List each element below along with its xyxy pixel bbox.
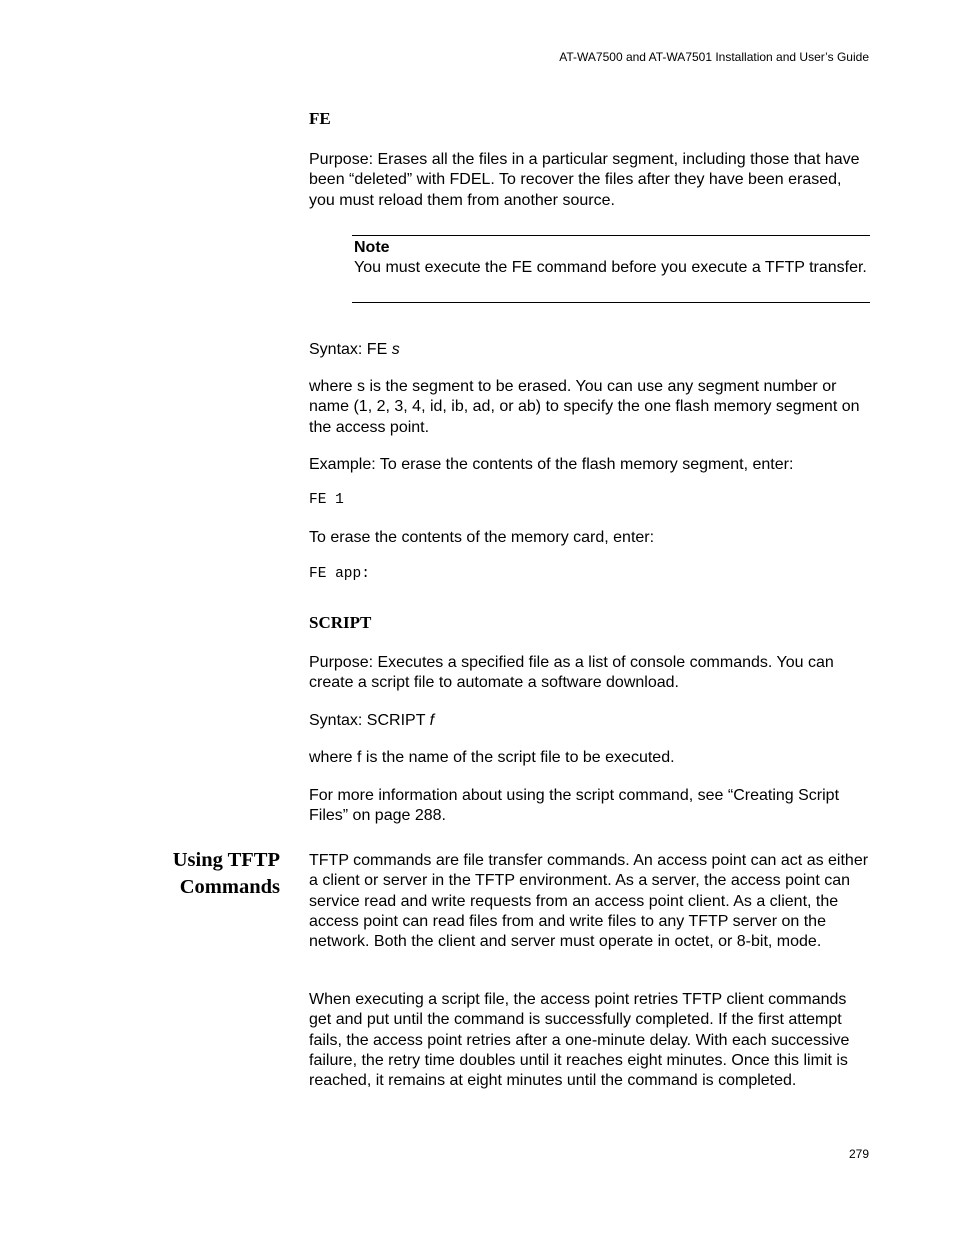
script-syntax-prefix: Syntax: SCRIPT xyxy=(309,712,430,729)
tftp-heading-line2: Commands xyxy=(179,876,280,898)
tftp-heading-line1: Using TFTP xyxy=(172,849,280,871)
script-syntax xyxy=(309,711,869,731)
fe-purpose: Purpose: Erases all the files in a particular segment, including those that have been “deleted” with FDEL. To recover the files after they have been erased, you must reload them from another source. xyxy=(309,151,860,209)
fe-syntax-arg: s xyxy=(391,341,400,358)
note-title: Note xyxy=(354,239,390,256)
fe-where: where s is the segment to be erased. You can use any segment number or name (1, 2, 3, 4, id, ib, ad, or ab) to specify the one flash memory segment on the access point. xyxy=(309,378,860,436)
note-text: You must execute the FE command before you execute a TFTP transfer. xyxy=(354,259,867,277)
tftp-paragraph-2: When executing a script file, the access point retries TFTP client commands get and put until the command is successfully completed. If the first attempt fails, the access point retries after a one-minute delay. With each successive failure, the retry time doubles until it reaches eight minutes. Once this limit is reached, it remains at eight minutes until the command is completed. xyxy=(309,991,850,1090)
script-where: where f is the name of the script file to be executed. xyxy=(309,749,675,766)
fe-syntax xyxy=(309,340,869,360)
script-syntax-arg: f xyxy=(429,712,435,729)
script-purpose: Purpose: Executes a specified file as a list of console commands. You can create a script file to automate a software download. xyxy=(309,654,834,692)
fe-card-intro: To erase the contents of the memory card, enter: xyxy=(309,529,655,546)
fe-example-command: FE 1 xyxy=(309,492,344,508)
running-header: AT-WA7500 and AT-WA7501 Installation and User’s Guide xyxy=(559,50,869,64)
fe-syntax-prefix: Syntax: FE xyxy=(309,341,392,358)
tftp-section-heading xyxy=(173,847,280,901)
fe-card-command: FE app: xyxy=(309,566,370,582)
script-more-info: For more information about using the script command, see “Creating Script Files” on page 288. xyxy=(309,787,840,825)
page-number: 279 xyxy=(848,1147,869,1161)
fe-heading: FE xyxy=(309,109,331,128)
fe-example-intro: Example: To erase the contents of the flash memory segment, enter: xyxy=(309,456,794,473)
script-heading: SCRIPT xyxy=(309,613,372,632)
note-box xyxy=(352,235,870,303)
tftp-paragraph-1: TFTP commands are file transfer commands. An access point can act as either a client or server in the TFTP environment. As a server, the access point can service read and write requests from an access point client. As a client, the access point can read files from and write files to any TFTP server on the network. Both the client and server must operate in octet, or 8-bit, mode. xyxy=(309,852,869,951)
